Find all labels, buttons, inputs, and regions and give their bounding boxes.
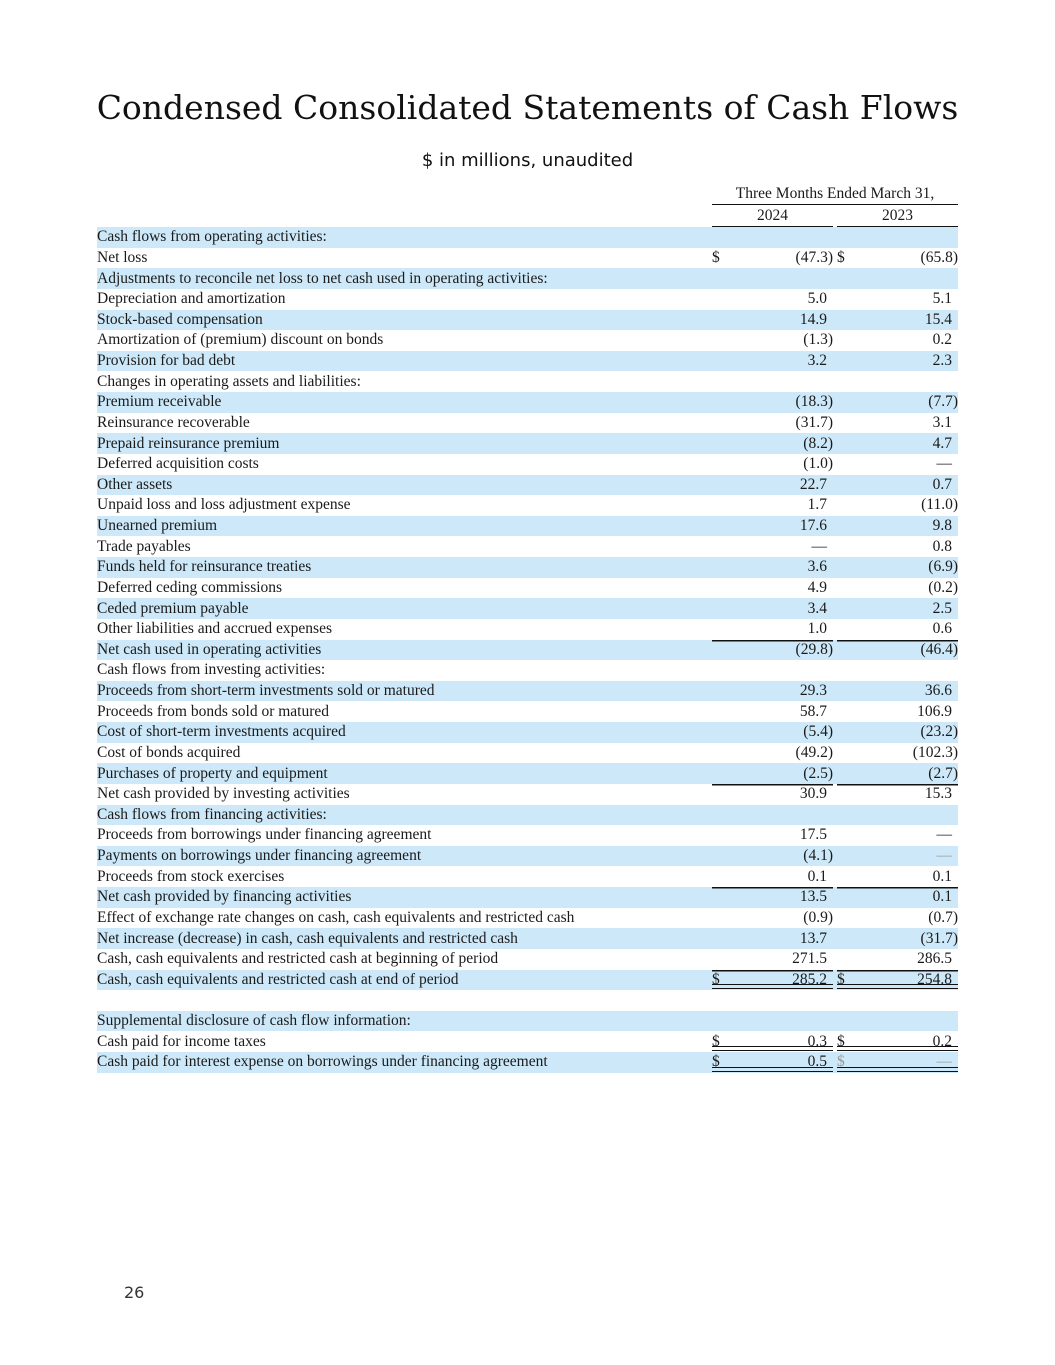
value-2024 bbox=[712, 928, 833, 949]
row-label: Net loss bbox=[97, 248, 148, 266]
value-2023 bbox=[837, 949, 958, 970]
row-label: Net cash provided by financing activities bbox=[97, 887, 712, 908]
row-label: Reinsurance recoverable bbox=[97, 413, 250, 431]
row-label: Cash, cash equivalents and restricted cash at beginning of period bbox=[97, 950, 499, 968]
value-2024 bbox=[712, 805, 833, 826]
row-label: Stock-based compensation bbox=[97, 310, 712, 331]
value-2024 bbox=[712, 640, 833, 661]
cell-value: 2.5 bbox=[932, 599, 952, 617]
cell-value: 4.7 bbox=[932, 434, 952, 452]
row-label: Cash flows from operating activities: bbox=[97, 227, 712, 248]
row-label: Amortization of (premium) discount on bonds bbox=[97, 331, 384, 349]
cell-value: 22.7 bbox=[799, 475, 827, 493]
table-row bbox=[97, 392, 958, 413]
value-2023 bbox=[837, 722, 958, 743]
cell-value: (1.3) bbox=[803, 331, 833, 349]
cell-value: 0.5 bbox=[807, 1053, 827, 1071]
value-2024 bbox=[712, 371, 833, 392]
table-row bbox=[97, 557, 958, 578]
currency-symbol: $ bbox=[837, 970, 845, 988]
value-2024 bbox=[712, 413, 833, 434]
double-underline bbox=[837, 984, 958, 989]
cell-value: (46.4) bbox=[920, 640, 958, 658]
value-2024 bbox=[712, 619, 833, 640]
cell-value: (18.3) bbox=[795, 393, 833, 411]
value-2024 bbox=[712, 310, 833, 331]
value-2023 bbox=[837, 371, 958, 392]
cell-value: 1.0 bbox=[807, 620, 827, 638]
table-row bbox=[97, 371, 958, 392]
table-row bbox=[97, 1052, 958, 1073]
value-2024 bbox=[712, 454, 833, 475]
value-2024 bbox=[712, 866, 833, 887]
value-2024 bbox=[712, 1052, 833, 1073]
value-2023 bbox=[837, 1052, 958, 1073]
cell-value: 30.9 bbox=[799, 785, 827, 803]
row-label: Adjustments to reconcile net loss to net cash used in operating activities: bbox=[97, 268, 712, 289]
value-2024 bbox=[712, 536, 833, 557]
value-2023 bbox=[837, 433, 958, 454]
value-2024 bbox=[712, 557, 833, 578]
value-2024 bbox=[712, 660, 833, 681]
cell-value: 9.8 bbox=[932, 517, 952, 535]
cell-value: 4.9 bbox=[807, 578, 827, 596]
table-row bbox=[97, 330, 958, 351]
cell-value: — bbox=[811, 537, 827, 555]
value-2023 bbox=[837, 330, 958, 351]
cell-value: 14.9 bbox=[799, 310, 827, 328]
cell-value: 0.2 bbox=[932, 1032, 952, 1050]
table-row bbox=[97, 660, 958, 681]
double-underline bbox=[712, 1046, 833, 1051]
row-label: Unearned premium bbox=[97, 516, 712, 537]
double-underline bbox=[837, 1067, 958, 1072]
value-2024 bbox=[712, 908, 833, 929]
row-label: Cash flows from investing activities: bbox=[97, 661, 326, 679]
row-label: Cash, cash equivalents and restricted cash at end of period bbox=[97, 970, 712, 991]
value-2023 bbox=[837, 289, 958, 310]
table-row bbox=[97, 351, 958, 372]
value-2023 bbox=[837, 392, 958, 413]
cell-value: 286.5 bbox=[917, 950, 952, 968]
cell-value: 3.2 bbox=[807, 352, 827, 370]
table-row bbox=[97, 722, 958, 743]
value-2023 bbox=[837, 475, 958, 496]
value-2023 bbox=[837, 248, 958, 269]
table-row bbox=[97, 227, 958, 248]
value-2023 bbox=[837, 784, 958, 805]
cell-value: (6.9) bbox=[928, 558, 958, 576]
row-label: Proceeds from short-term investments sold or matured bbox=[97, 681, 712, 702]
value-2024 bbox=[712, 351, 833, 372]
value-2023 bbox=[837, 268, 958, 289]
cell-value: — bbox=[936, 826, 952, 844]
value-2024 bbox=[712, 681, 833, 702]
cell-value: (8.2) bbox=[803, 434, 833, 452]
table-row bbox=[97, 495, 958, 516]
table-row bbox=[97, 763, 958, 784]
table-row bbox=[97, 928, 958, 949]
cell-value: 13.5 bbox=[799, 888, 827, 906]
cell-value: 15.4 bbox=[924, 310, 952, 328]
value-2024 bbox=[712, 248, 833, 269]
table-row bbox=[97, 681, 958, 702]
cell-value: 0.7 bbox=[932, 475, 952, 493]
cell-value: 0.1 bbox=[807, 867, 827, 885]
table-row bbox=[97, 1011, 958, 1032]
value-2024 bbox=[712, 268, 833, 289]
row-label: Payments on borrowings under financing agreement bbox=[97, 846, 712, 867]
value-2024 bbox=[712, 784, 833, 805]
currency-symbol: $ bbox=[712, 1032, 720, 1050]
row-label: Prepaid reinsurance premium bbox=[97, 433, 712, 454]
currency-symbol: $ bbox=[712, 1053, 720, 1071]
value-2024 bbox=[712, 1011, 833, 1032]
row-label: Deferred acquisition costs bbox=[97, 455, 259, 473]
value-2023 bbox=[837, 660, 958, 681]
row-label: Ceded premium payable bbox=[97, 598, 712, 619]
table-row bbox=[97, 310, 958, 331]
page-subtitle: $ in millions, unaudited bbox=[421, 150, 634, 171]
row-label: Unpaid loss and loss adjustment expense bbox=[97, 496, 351, 514]
cell-value: 0.3 bbox=[807, 1032, 827, 1050]
cell-value: 254.8 bbox=[917, 970, 952, 988]
cell-value: (47.3) bbox=[795, 248, 833, 266]
cell-value: (31.7) bbox=[795, 413, 833, 431]
cell-value: (31.7) bbox=[920, 929, 958, 947]
row-label: Other liabilities and accrued expenses bbox=[97, 620, 332, 638]
cell-value: 58.7 bbox=[799, 702, 827, 720]
cell-value: 3.6 bbox=[807, 558, 827, 576]
page-title: Condensed Consolidated Statements of Cash Flows bbox=[96, 88, 959, 127]
value-2024 bbox=[712, 825, 833, 846]
table-row bbox=[97, 805, 958, 826]
cell-value: — bbox=[936, 1053, 952, 1071]
value-2023 bbox=[837, 805, 958, 826]
value-2024 bbox=[712, 887, 833, 908]
value-2024 bbox=[712, 763, 833, 784]
value-2023 bbox=[837, 536, 958, 557]
value-2024 bbox=[712, 743, 833, 764]
cell-value: 271.5 bbox=[792, 950, 827, 968]
table-row bbox=[97, 454, 958, 475]
row-label: Cash paid for interest expense on borrowings under financing agreement bbox=[97, 1052, 712, 1073]
value-2023 bbox=[837, 557, 958, 578]
cell-value: 0.1 bbox=[932, 867, 952, 885]
cell-value: (65.8) bbox=[920, 248, 958, 266]
value-2023 bbox=[837, 516, 958, 537]
row-label: Depreciation and amortization bbox=[97, 290, 286, 308]
row-label: Effect of exchange rate changes on cash, cash equivalents and restricted cash bbox=[97, 908, 575, 926]
cell-value: 0.8 bbox=[932, 537, 952, 555]
cell-value: 2.3 bbox=[932, 352, 952, 370]
row-label: Cost of bonds acquired bbox=[97, 743, 241, 761]
table-row bbox=[97, 887, 958, 908]
cell-value: 15.3 bbox=[924, 785, 952, 803]
cell-value: 36.6 bbox=[924, 682, 952, 700]
value-2024 bbox=[712, 598, 833, 619]
value-2023 bbox=[837, 1011, 958, 1032]
currency-symbol: $ bbox=[837, 1053, 845, 1071]
year-header-2024: 2024 bbox=[757, 207, 788, 224]
value-2024 bbox=[712, 949, 833, 970]
table-row bbox=[97, 970, 958, 991]
row-label: Supplemental disclosure of cash flow information: bbox=[97, 1011, 712, 1032]
row-label: Cash flows from financing activities: bbox=[97, 805, 712, 826]
cell-value: 5.0 bbox=[807, 290, 827, 308]
row-label: Proceeds from bonds sold or matured bbox=[97, 702, 330, 720]
table-row bbox=[97, 248, 958, 269]
table-row bbox=[97, 619, 958, 640]
cell-value: (4.1) bbox=[803, 847, 833, 865]
cell-value: (2.5) bbox=[803, 764, 833, 782]
table-row bbox=[97, 866, 958, 887]
row-label: Proceeds from stock exercises bbox=[97, 867, 285, 885]
value-2023 bbox=[837, 866, 958, 887]
table-row bbox=[97, 640, 958, 661]
cell-value: 0.1 bbox=[932, 888, 952, 906]
cell-value: 3.1 bbox=[932, 413, 952, 431]
spacer-row bbox=[97, 990, 958, 1011]
row-label: Proceeds from borrowings under financing agreement bbox=[97, 826, 432, 844]
row-label: Other assets bbox=[97, 475, 712, 496]
cell-value: (2.7) bbox=[928, 764, 958, 782]
value-2023 bbox=[837, 928, 958, 949]
cell-value: (5.4) bbox=[803, 723, 833, 741]
table-row bbox=[97, 825, 958, 846]
table-row bbox=[97, 516, 958, 537]
value-2023 bbox=[837, 908, 958, 929]
value-2023 bbox=[837, 351, 958, 372]
table-row bbox=[97, 268, 958, 289]
cell-value: 106.9 bbox=[917, 702, 952, 720]
cell-value: 5.1 bbox=[932, 290, 952, 308]
row-label: Funds held for reinsurance treaties bbox=[97, 557, 712, 578]
table-row bbox=[97, 701, 958, 722]
double-underline bbox=[712, 984, 833, 989]
table-row bbox=[97, 536, 958, 557]
value-2024 bbox=[712, 330, 833, 351]
cell-value: (0.2) bbox=[928, 578, 958, 596]
row-label: Net cash used in operating activities bbox=[97, 640, 712, 661]
table-row bbox=[97, 433, 958, 454]
table-row bbox=[97, 289, 958, 310]
cell-value: — bbox=[936, 455, 952, 473]
table-row bbox=[97, 1031, 958, 1052]
value-2023 bbox=[837, 454, 958, 475]
table-row bbox=[97, 475, 958, 496]
value-2023 bbox=[837, 825, 958, 846]
row-label: Trade payables bbox=[97, 537, 191, 555]
value-2024 bbox=[712, 578, 833, 599]
table-row bbox=[97, 846, 958, 867]
value-2024 bbox=[712, 516, 833, 537]
currency-symbol: $ bbox=[837, 1032, 845, 1050]
table-row bbox=[97, 598, 958, 619]
double-underline bbox=[712, 1067, 833, 1072]
value-2024 bbox=[712, 475, 833, 496]
value-2023 bbox=[837, 763, 958, 784]
period-rule bbox=[712, 204, 958, 205]
value-2024 bbox=[712, 701, 833, 722]
currency-symbol: $ bbox=[712, 248, 720, 266]
row-label: Cost of short-term investments acquired bbox=[97, 722, 712, 743]
row-label: Net increase (decrease) in cash, cash equivalents and restricted cash bbox=[97, 928, 712, 949]
row-label: Net cash provided by investing activities bbox=[97, 785, 350, 803]
value-2024 bbox=[712, 227, 833, 248]
cash-flow-table bbox=[97, 227, 958, 1073]
cell-value: (23.2) bbox=[920, 723, 958, 741]
cell-value: (0.9) bbox=[803, 908, 833, 926]
value-2023 bbox=[837, 701, 958, 722]
table-row bbox=[97, 413, 958, 434]
value-2023 bbox=[837, 227, 958, 248]
cell-value: 3.4 bbox=[807, 599, 827, 617]
table-row bbox=[97, 784, 958, 805]
value-2023 bbox=[837, 495, 958, 516]
value-2023 bbox=[837, 681, 958, 702]
value-2023 bbox=[837, 846, 958, 867]
cell-value: 0.2 bbox=[932, 331, 952, 349]
value-2023 bbox=[837, 578, 958, 599]
table-row bbox=[97, 908, 958, 929]
row-label: Provision for bad debt bbox=[97, 351, 712, 372]
cell-value: 29.3 bbox=[799, 682, 827, 700]
page-number: 26 bbox=[124, 1283, 145, 1302]
year-header-2023: 2023 bbox=[882, 207, 913, 224]
value-2023 bbox=[837, 970, 958, 991]
currency-symbol: $ bbox=[837, 248, 845, 266]
value-2024 bbox=[712, 1031, 833, 1052]
value-2023 bbox=[837, 619, 958, 640]
value-2024 bbox=[712, 392, 833, 413]
value-2024 bbox=[712, 846, 833, 867]
cell-value: (102.3) bbox=[912, 743, 958, 761]
value-2023 bbox=[837, 743, 958, 764]
value-2023 bbox=[837, 640, 958, 661]
cell-value: 285.2 bbox=[792, 970, 827, 988]
double-underline bbox=[837, 1046, 958, 1051]
cell-value: (7.7) bbox=[928, 393, 958, 411]
cell-value: — bbox=[936, 847, 952, 865]
cell-value: 1.7 bbox=[807, 496, 827, 514]
cell-value: 0.6 bbox=[932, 620, 952, 638]
cell-value: 17.6 bbox=[799, 517, 827, 535]
value-2024 bbox=[712, 289, 833, 310]
period-header: Three Months Ended March 31, bbox=[735, 185, 935, 202]
cell-value: 17.5 bbox=[799, 826, 827, 844]
cell-value: (29.8) bbox=[795, 640, 833, 658]
row-label: Purchases of property and equipment bbox=[97, 763, 712, 784]
table-row bbox=[97, 949, 958, 970]
value-2023 bbox=[837, 310, 958, 331]
cell-value: (49.2) bbox=[795, 743, 833, 761]
table-row bbox=[97, 578, 958, 599]
row-label: Deferred ceding commissions bbox=[97, 578, 283, 596]
value-2024 bbox=[712, 722, 833, 743]
value-2024 bbox=[712, 433, 833, 454]
cell-value: (1.0) bbox=[803, 455, 833, 473]
value-2023 bbox=[837, 887, 958, 908]
cell-value: 13.7 bbox=[799, 929, 827, 947]
value-2023 bbox=[837, 598, 958, 619]
value-2024 bbox=[712, 970, 833, 991]
value-2024 bbox=[712, 495, 833, 516]
cell-value: (0.7) bbox=[928, 908, 958, 926]
row-label: Changes in operating assets and liabilities: bbox=[97, 372, 361, 390]
table-row bbox=[97, 743, 958, 764]
cell-value: (11.0) bbox=[921, 496, 958, 514]
value-2023 bbox=[837, 1031, 958, 1052]
value-2023 bbox=[837, 413, 958, 434]
row-label: Premium receivable bbox=[97, 392, 712, 413]
row-label: Cash paid for income taxes bbox=[97, 1032, 266, 1050]
currency-symbol: $ bbox=[712, 970, 720, 988]
